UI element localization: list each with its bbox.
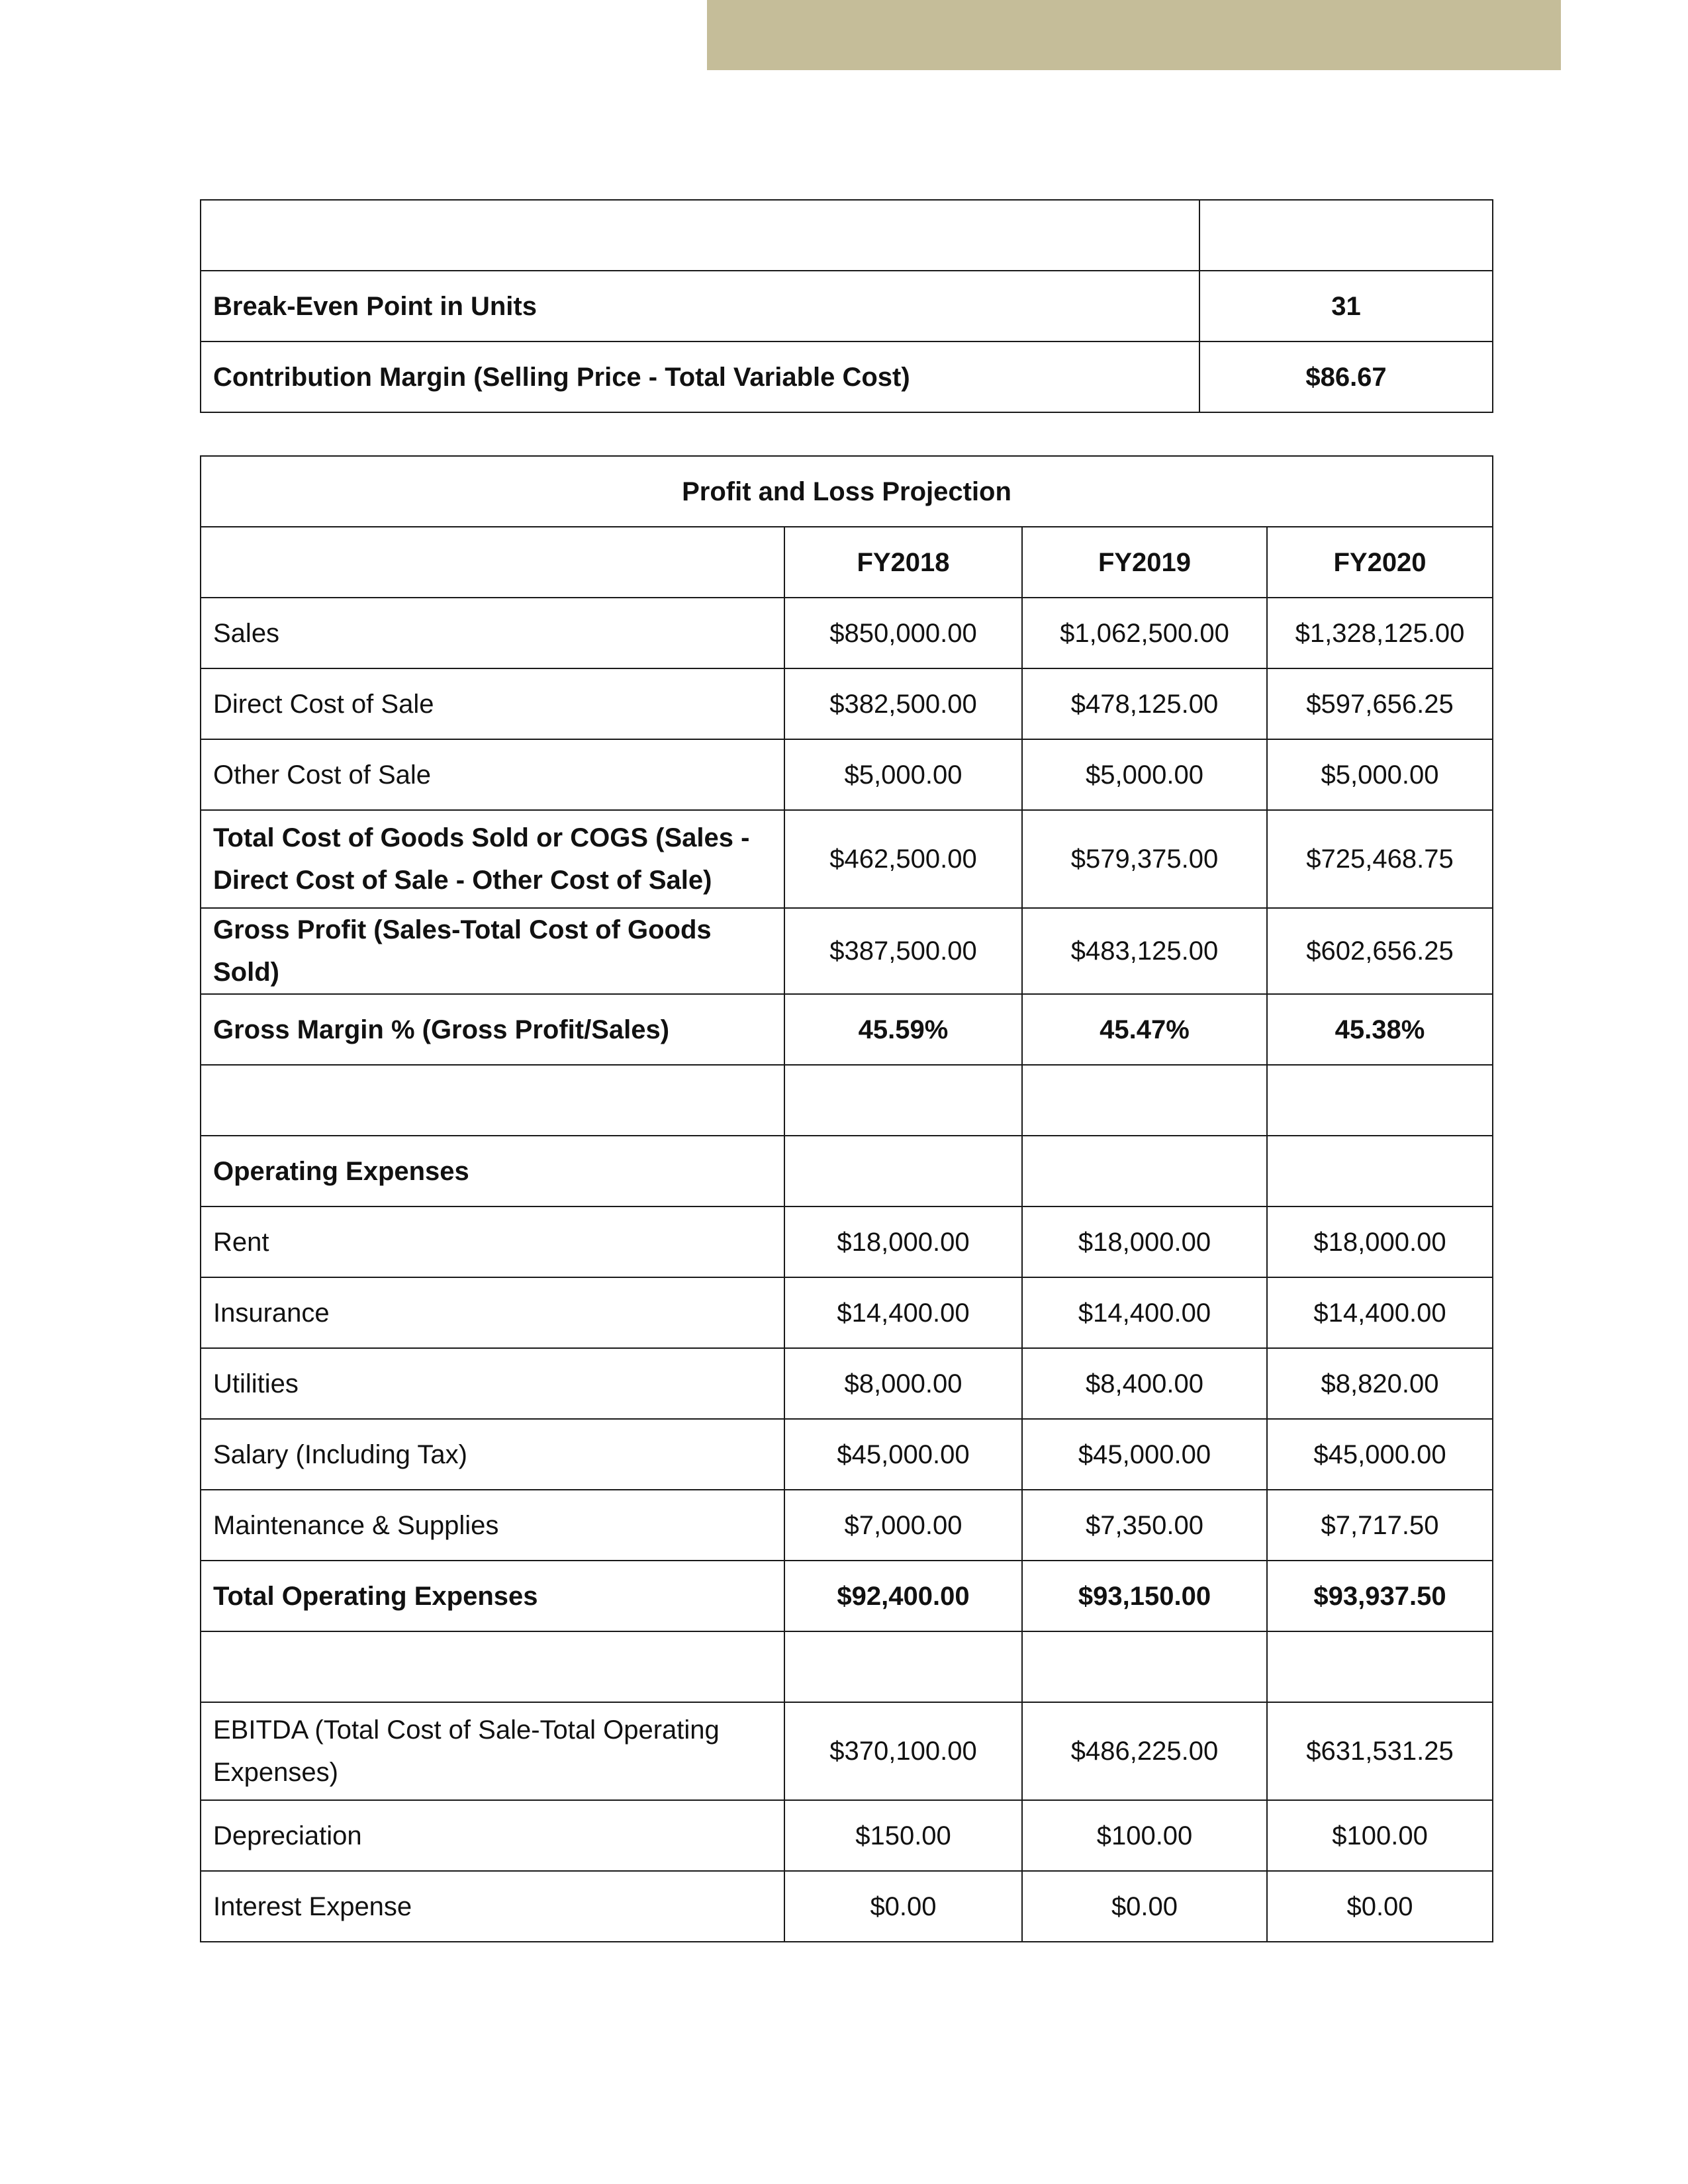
header-cell <box>201 527 784 598</box>
table-row <box>201 1871 1493 1942</box>
table-row <box>201 908 1493 994</box>
table-cell <box>1022 1136 1267 1206</box>
table-cell <box>1022 1631 1267 1702</box>
column-header: FY2019 <box>1022 527 1267 598</box>
row-label <box>201 1065 784 1136</box>
table-row <box>201 1490 1493 1561</box>
table-cell: $579,375.00 <box>1022 810 1267 908</box>
profit-and-loss-table <box>200 455 1493 1942</box>
table-cell: $92,400.00 <box>784 1561 1022 1631</box>
table-cell: $8,820.00 <box>1267 1348 1493 1419</box>
table-cell <box>784 1631 1022 1702</box>
table-cell <box>1267 1136 1493 1206</box>
row-label <box>201 1631 784 1702</box>
table-cell: $631,531.25 <box>1267 1702 1493 1800</box>
table-row <box>201 1800 1493 1871</box>
table-cell: $486,225.00 <box>1022 1702 1267 1800</box>
table-row <box>201 1348 1493 1419</box>
table-cell: $602,656.25 <box>1267 908 1493 994</box>
row-label: Direct Cost of Sale <box>201 668 784 739</box>
table-cell: $18,000.00 <box>1022 1206 1267 1277</box>
break-even-value <box>1199 200 1493 271</box>
table-row <box>201 1419 1493 1490</box>
table-cell <box>1022 1065 1267 1136</box>
table-cell: $93,150.00 <box>1022 1561 1267 1631</box>
table-cell: $850,000.00 <box>784 598 1022 668</box>
table-cell: $1,328,125.00 <box>1267 598 1493 668</box>
row-label: Utilities <box>201 1348 784 1419</box>
table-row <box>201 341 1493 412</box>
table-row <box>201 739 1493 810</box>
table-row <box>201 271 1493 341</box>
table-cell: $93,937.50 <box>1267 1561 1493 1631</box>
table-row-empty <box>201 1065 1493 1136</box>
table-cell: $0.00 <box>784 1871 1022 1942</box>
row-label: Total Cost of Goods Sold or COGS (Sales - Direct Cost of Sale - Other Cost of Sale) <box>201 810 784 908</box>
column-header: FY2018 <box>784 527 1022 598</box>
table-cell: $725,468.75 <box>1267 810 1493 908</box>
section-header-row <box>201 1136 1493 1206</box>
table-cell <box>1267 1631 1493 1702</box>
table-row-total <box>201 1561 1493 1631</box>
table-cell <box>784 1136 1022 1206</box>
break-even-table <box>200 199 1493 413</box>
table-cell: $370,100.00 <box>784 1702 1022 1800</box>
table-cell: $8,400.00 <box>1022 1348 1267 1419</box>
table-cell: $5,000.00 <box>784 739 1022 810</box>
table-row <box>201 810 1493 908</box>
row-label: Rent <box>201 1206 784 1277</box>
column-header: FY2020 <box>1267 527 1493 598</box>
break-even-value: 31 <box>1199 271 1493 341</box>
table-row <box>201 1277 1493 1348</box>
break-even-label: Break-Even Point in Units <box>201 271 1199 341</box>
table-cell: $18,000.00 <box>784 1206 1022 1277</box>
break-even-label: Contribution Margin (Selling Price - Total Variable Cost) <box>201 341 1199 412</box>
table-cell: $0.00 <box>1022 1871 1267 1942</box>
break-even-value: $86.67 <box>1199 341 1493 412</box>
row-label: EBITDA (Total Cost of Sale-Total Operating Expenses) <box>201 1702 784 1800</box>
table-row <box>201 1206 1493 1277</box>
table-cell: $483,125.00 <box>1022 908 1267 994</box>
table-cell: $478,125.00 <box>1022 668 1267 739</box>
table-cell: $14,400.00 <box>784 1277 1022 1348</box>
table-cell: $387,500.00 <box>784 908 1022 994</box>
table-cell: $462,500.00 <box>784 810 1022 908</box>
row-label: Sales <box>201 598 784 668</box>
table-cell: $14,400.00 <box>1267 1277 1493 1348</box>
row-label: Other Cost of Sale <box>201 739 784 810</box>
table-cell <box>1267 1065 1493 1136</box>
section-label: Operating Expenses <box>201 1136 784 1206</box>
table-row <box>201 598 1493 668</box>
table-cell: $1,062,500.00 <box>1022 598 1267 668</box>
table-cell: $18,000.00 <box>1267 1206 1493 1277</box>
table-cell: $0.00 <box>1267 1871 1493 1942</box>
row-label: Interest Expense <box>201 1871 784 1942</box>
table-row <box>201 200 1493 271</box>
table-cell: $597,656.25 <box>1267 668 1493 739</box>
row-label: Gross Profit (Sales-Total Cost of Goods Sold) <box>201 908 784 994</box>
table-title: Profit and Loss Projection <box>201 456 1493 527</box>
table-cell: $382,500.00 <box>784 668 1022 739</box>
row-label: Gross Margin % (Gross Profit/Sales) <box>201 994 784 1065</box>
table-row <box>201 994 1493 1065</box>
table-row-empty <box>201 1631 1493 1702</box>
table-header-row <box>201 527 1493 598</box>
table-cell: $150.00 <box>784 1800 1022 1871</box>
table-cell: 45.59% <box>784 994 1022 1065</box>
row-label: Total Operating Expenses <box>201 1561 784 1631</box>
table-cell: $8,000.00 <box>784 1348 1022 1419</box>
header-accent-bar <box>707 0 1561 70</box>
table-cell: $100.00 <box>1267 1800 1493 1871</box>
row-label: Insurance <box>201 1277 784 1348</box>
table-cell: $7,350.00 <box>1022 1490 1267 1561</box>
table-row <box>201 1702 1493 1800</box>
break-even-label <box>201 200 1199 271</box>
table-cell: $45,000.00 <box>784 1419 1022 1490</box>
table-cell: $7,717.50 <box>1267 1490 1493 1561</box>
table-cell: $14,400.00 <box>1022 1277 1267 1348</box>
table-cell <box>784 1065 1022 1136</box>
row-label: Salary (Including Tax) <box>201 1419 784 1490</box>
table-cell: $100.00 <box>1022 1800 1267 1871</box>
table-row <box>201 668 1493 739</box>
table-cell: 45.47% <box>1022 994 1267 1065</box>
row-label: Depreciation <box>201 1800 784 1871</box>
row-label: Maintenance & Supplies <box>201 1490 784 1561</box>
table-cell: $45,000.00 <box>1267 1419 1493 1490</box>
table-cell: $45,000.00 <box>1022 1419 1267 1490</box>
table-title-row <box>201 456 1493 527</box>
table-cell: $7,000.00 <box>784 1490 1022 1561</box>
table-cell: $5,000.00 <box>1022 739 1267 810</box>
table-cell: 45.38% <box>1267 994 1493 1065</box>
table-cell: $5,000.00 <box>1267 739 1493 810</box>
